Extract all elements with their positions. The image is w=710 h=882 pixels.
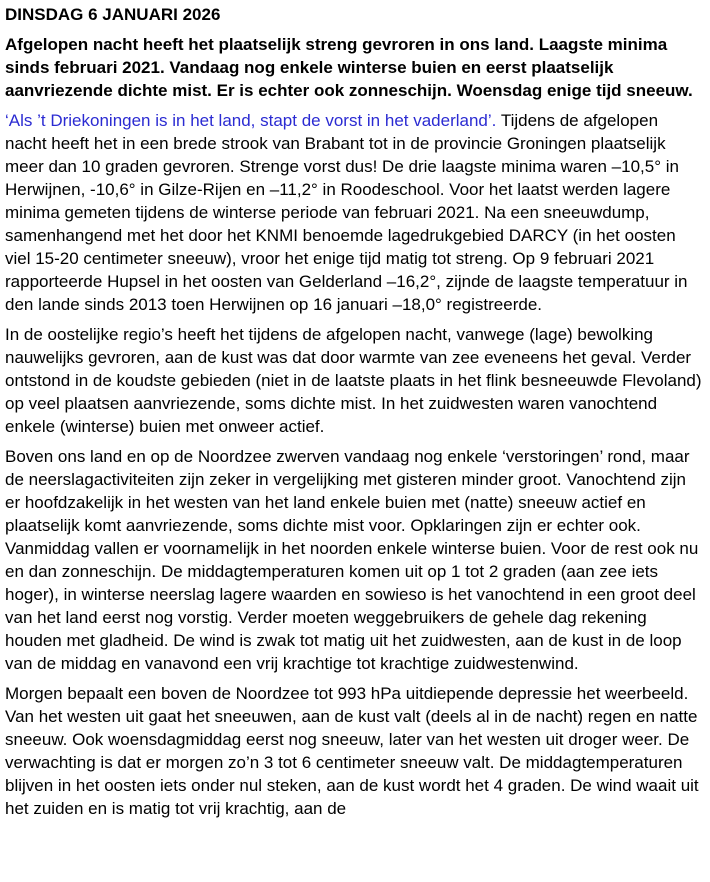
tomorrow-forecast-paragraph: Morgen bepaalt een boven de Noordzee tot 993 hPa uitdiepende depressie het weerbeeld. Van het westen uit gaat het sneeuwen, aan de kust valt (deels al in de nacht) regen en natte sneeuw. Ook woensdagmiddag eerst nog sneeuw, later van het westen uit droger weer. De verwachting is dat er morgen zo’n 3 tot 6 centimeter sneeuw valt. De middagtemperaturen blijven in het oosten iets onder nul steken, aan de kust wordt het 4 graden. De wind waait uit het zuiden en is matig tot vrij krachtig, aan de bbox=[5, 684, 699, 818]
analysis-paragraph bbox=[5, 109, 703, 316]
weather-report bbox=[5, 3, 703, 820]
proverb-quote: ‘Als ’t Driekoningen is in het land, stapt de vorst in het vaderland’. bbox=[5, 111, 497, 130]
summary-paragraph: Afgelopen nacht heeft het plaatselijk streng gevroren in ons land. Laagste minima sinds februari 2021. Vandaag nog enkele winterse buien en eerst plaatselijk aanvriezende dichte mist. Er is echter ook zonneschijn. Woensdag enige tijd sneeuw. bbox=[5, 35, 693, 100]
analysis-text: Tijdens de afgelopen nacht heeft het in een brede strook van Brabant tot in de provincie Groningen plaatselijk meer dan 10 graden gevroren. Strenge vorst dus! De drie laagste minima waren –10,5° in Herwijnen, -10,6° in Gilze-Rijen en –11,2° in Roodeschool. Voor het laatst werden lagere minima gemeten tijdens de winterse periode van februari 2021. Na een sneeuwdump, samenhangend met het door het KNMI benoemde lagedrukgebied DARCY (in het oosten viel 15-20 centimeter sneeuw), vroor het enige tijd matig tot streng. Op 9 februari 2021 rapporteerde Hupsel in het oosten van Gelderland –16,2°, zijnde de laagste temperatuur in den lande sinds 2013 toen Herwijnen op 16 januari –18,0° registreerde. bbox=[5, 111, 688, 314]
today-forecast-paragraph: Boven ons land en op de Noordzee zwerven vandaag nog enkele ‘verstoringen’ rond, maar de neerslagactiviteiten zijn zeker in vergelijking met gisteren minder groot. Vanochtend zijn er hoofdzakelijk in het westen van het land enkele buien met (natte) sneeuw actief en plaatselijk komt aanvriezende, soms dichte mist voor. Opklaringen zijn er echter ook. Vanmiddag vallen er voornamelijk in het noorden enkele winterse buien. Voor de rest ook nu en dan zonneschijn. De middagtemperaturen komen uit op 1 tot 2 graden (aan zee iets hoger), in winterse neerslag lagere waarden en sowieso is het vanochtend in een groot deel van het land eerst nog vorstig. Verder moeten weggebruikers de gehele dag rekening houden met gladheid. De wind is zwak tot matig uit het zuidwesten, aan de kust in de loop van de middag en vanavond een vrij krachtige tot krachtige zuidwestenwind. bbox=[5, 447, 699, 673]
last-night-paragraph: In de oostelijke regio’s heeft het tijdens de afgelopen nacht, vanwege (lage) bewolking nauwelijks gevroren, aan de kust was dat door warmte van zee eveneens het geval. Verder ontstond in de koudste gebieden (niet in de laatste plaats in het flink besneeuwde Flevoland) op veel plaatsen aanvriezende, soms dichte mist. In het zuidwesten waren vanochtend enkele (winterse) buien met onweer actief. bbox=[5, 325, 702, 436]
date-heading: DINSDAG 6 JANUARI 2026 bbox=[5, 5, 221, 24]
